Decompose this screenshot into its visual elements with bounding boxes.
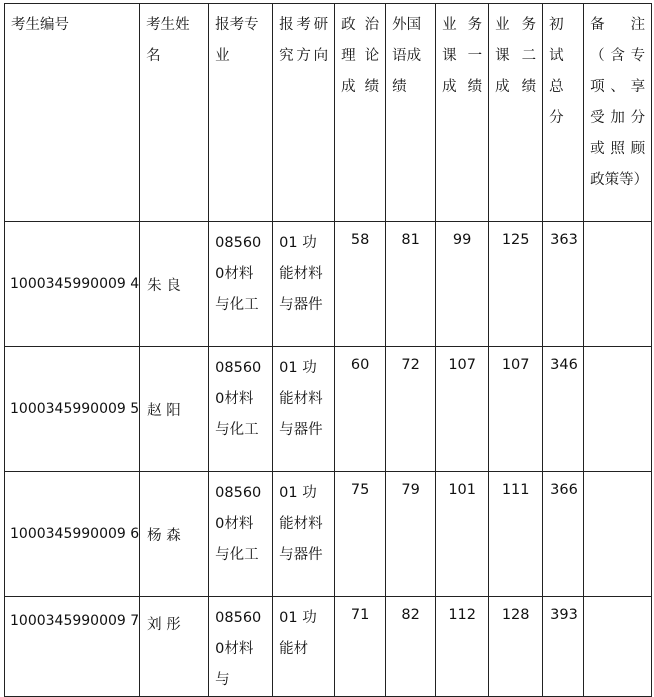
header-name: 考生姓名	[140, 4, 209, 222]
major: 085600材料与化工	[209, 472, 273, 597]
total-score: 363	[543, 222, 584, 347]
foreign-score: 82	[386, 597, 436, 697]
header-course2: 业务课二成绩	[489, 4, 543, 222]
header-major: 报考专业	[209, 4, 273, 222]
header-politics: 政治理论成绩	[335, 4, 386, 222]
header-remark: 备注（含专项、享受加分或照顾政策等）	[584, 4, 652, 222]
major: 085600材料与化工	[209, 347, 273, 472]
candidate-id: 1000345990009 7	[5, 597, 140, 697]
politics-score: 60	[335, 347, 386, 472]
foreign-score: 79	[386, 472, 436, 597]
course1-score: 107	[436, 347, 489, 472]
remark	[584, 597, 652, 697]
foreign-score: 72	[386, 347, 436, 472]
total-score: 346	[543, 347, 584, 472]
total-score: 366	[543, 472, 584, 597]
major: 085600材料与	[209, 597, 273, 697]
course1-score: 99	[436, 222, 489, 347]
course2-score: 125	[489, 222, 543, 347]
remark	[584, 222, 652, 347]
remark	[584, 472, 652, 597]
course2-score: 128	[489, 597, 543, 697]
politics-score: 58	[335, 222, 386, 347]
direction: 01 功能材	[273, 597, 335, 697]
candidate-id: 1000345990009 4	[5, 222, 140, 347]
major: 085600材料与化工	[209, 222, 273, 347]
header-id: 考生编号	[5, 4, 140, 222]
header-course1: 业务课一成绩	[436, 4, 489, 222]
table-row	[5, 472, 652, 597]
candidate-name: 朱 良	[140, 222, 209, 347]
candidate-id: 1000345990009 6	[5, 472, 140, 597]
course2-score: 111	[489, 472, 543, 597]
header-total: 初试总分	[543, 4, 584, 222]
course1-score: 112	[436, 597, 489, 697]
header-row	[5, 4, 652, 222]
header-direction: 报考研究方向	[273, 4, 335, 222]
direction: 01 功能材料与器件	[273, 222, 335, 347]
candidate-name: 杨 森	[140, 472, 209, 597]
direction: 01 功能材料与器件	[273, 472, 335, 597]
score-table	[4, 3, 652, 697]
remark	[584, 347, 652, 472]
candidate-id: 1000345990009 5	[5, 347, 140, 472]
candidate-name: 赵 阳	[140, 347, 209, 472]
candidate-name: 刘 彤	[140, 597, 209, 697]
foreign-score: 81	[386, 222, 436, 347]
total-score: 393	[543, 597, 584, 697]
header-foreign: 外国语成绩	[386, 4, 436, 222]
table-row	[5, 222, 652, 347]
course1-score: 101	[436, 472, 489, 597]
table-row	[5, 347, 652, 472]
direction: 01 功能材料与器件	[273, 347, 335, 472]
table-row	[5, 597, 652, 697]
politics-score: 75	[335, 472, 386, 597]
politics-score: 71	[335, 597, 386, 697]
course2-score: 107	[489, 347, 543, 472]
